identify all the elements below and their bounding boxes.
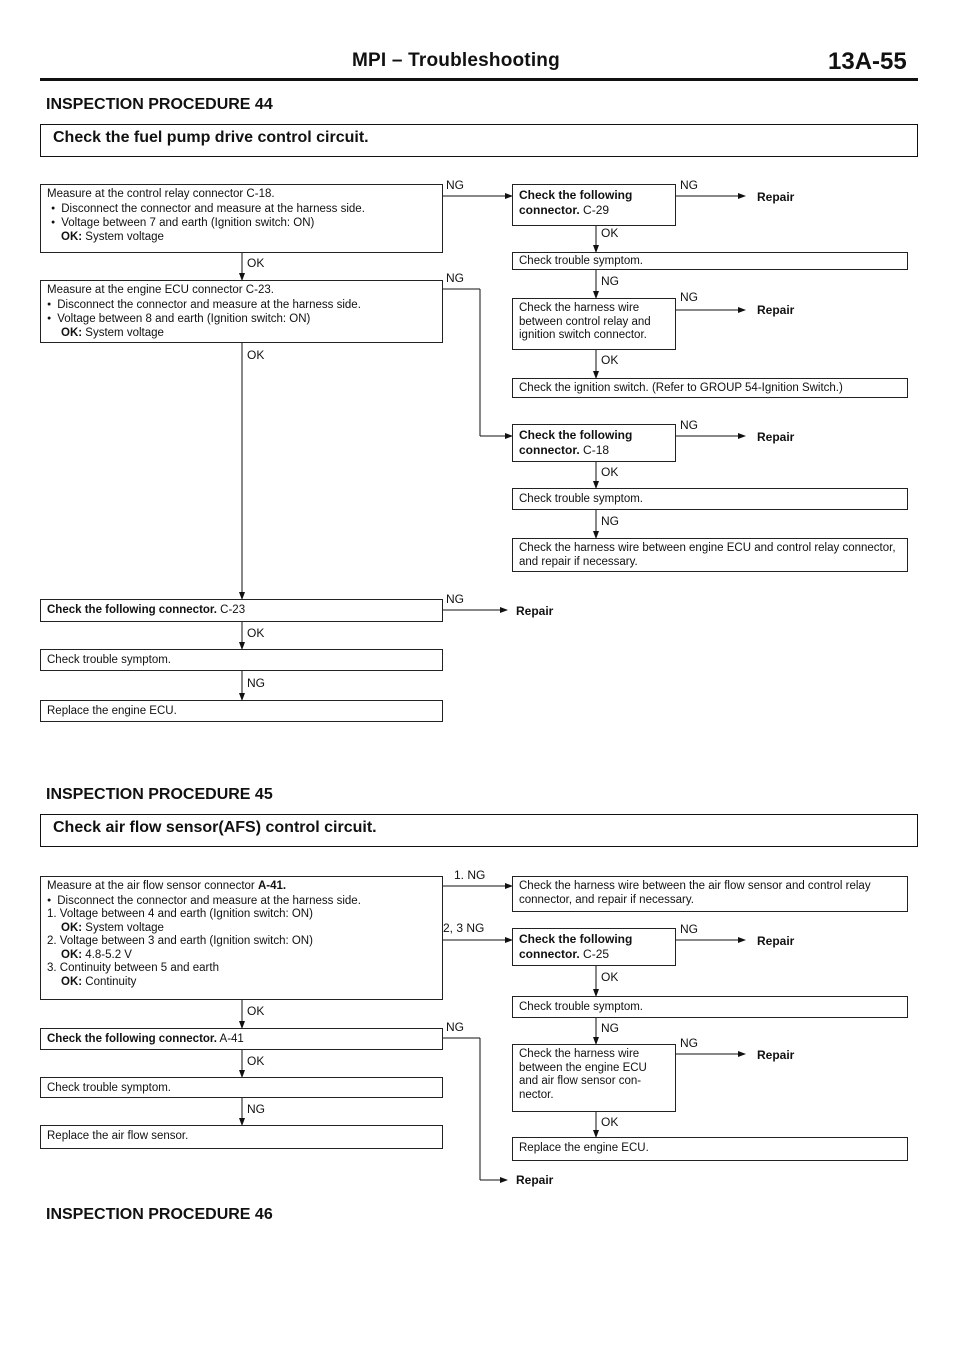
- ng-label: NG: [446, 592, 464, 606]
- p45-r4: Check the harness wire between the engine ECU and air flow sensor con-nector.: [512, 1044, 676, 1112]
- p44-box1-ok: System voltage: [85, 230, 164, 243]
- ng-label: NG: [247, 676, 265, 690]
- ok-label: OK:: [61, 326, 83, 339]
- p45-r2: [512, 928, 676, 966]
- repair-label: Repair: [757, 1048, 795, 1062]
- p44-r5: [512, 424, 676, 462]
- p44-r1: [512, 184, 676, 226]
- p45-box1: [40, 876, 443, 1000]
- ng-label: NG: [680, 922, 698, 936]
- repair-label: Repair: [757, 190, 795, 204]
- ok-label: OK: [601, 353, 619, 367]
- p45-r2-code: C-25: [583, 947, 610, 961]
- p45-banner: Check air flow sensor(AFS) control circuit.: [40, 814, 918, 847]
- ng-label: NG: [680, 1036, 698, 1050]
- ng-label: NG: [446, 271, 464, 285]
- p44-r2: Check trouble symptom.: [512, 252, 908, 270]
- ng-label: NG: [601, 1021, 619, 1035]
- p44-r1-code: C-29: [583, 203, 610, 217]
- ok-label: OK: [247, 256, 265, 270]
- repair-label: Repair: [516, 604, 554, 618]
- p44-box1-l3: Voltage between 7 and earth (Ignition switch: ON): [61, 217, 315, 229]
- p45-box1-l5: 3. Continuity between 5 and earth: [47, 962, 219, 974]
- p44-r6: Check trouble symptom.: [512, 488, 908, 510]
- ng-label: NG: [446, 1020, 464, 1034]
- ok-label: OK:: [61, 230, 83, 243]
- p44-r7: Check the harness wire between engine ECU and control relay connector, and repair if necessary.: [512, 538, 908, 572]
- p44-box2: [40, 280, 443, 343]
- ok-label: OK: [247, 1054, 265, 1068]
- p45-r2-bold: Check the following connector.: [519, 932, 633, 961]
- ng-label: NG: [680, 178, 698, 192]
- p44-box2-l3: Voltage between 8 and earth (Ignition switch: ON): [57, 313, 311, 325]
- page-number: 13A-55: [828, 48, 907, 75]
- p45-box1-ok2: 4.8-5.2 V: [85, 948, 132, 961]
- p45-b4: Replace the air flow sensor.: [40, 1125, 443, 1149]
- p44-r3: Check the harness wire between control relay and ignition switch connector.: [512, 298, 676, 350]
- p44-r1-bold: Check the following connector.: [519, 188, 633, 217]
- ok-label: OK: [247, 626, 265, 640]
- ok-label: OK: [601, 226, 619, 240]
- p45-box1-l4: 2. Voltage between 3 and earth (Ignition switch: ON): [47, 935, 313, 947]
- p44-r4: Check the ignition switch. (Refer to GROUP 54-Ignition Switch.): [512, 378, 908, 398]
- p44-banner: Check the fuel pump drive control circuit.: [40, 124, 918, 157]
- repair-label: Repair: [757, 934, 795, 948]
- ng-label: NG: [601, 514, 619, 528]
- p45-b2: [40, 1028, 443, 1050]
- p45-box1-ok3: Continuity: [85, 975, 137, 988]
- p44-box1-l1: Measure at the control relay connector C-18.: [47, 188, 275, 200]
- ng-label: NG: [601, 274, 619, 288]
- ok-label: OK: [601, 970, 619, 984]
- p44-box2-ok: System voltage: [85, 326, 164, 339]
- p45-box1-l3: 1. Voltage between 4 and earth (Ignition switch: ON): [47, 908, 313, 920]
- p45-r3: Check trouble symptom.: [512, 996, 908, 1018]
- p45-heading: INSPECTION PROCEDURE 45: [46, 786, 273, 803]
- p44-box1-l2: Disconnect the connector and measure at the harness side.: [61, 202, 365, 215]
- page-header-title: MPI – Troubleshooting: [352, 50, 560, 71]
- repair-label: Repair: [757, 303, 795, 317]
- p44-box2-l1: Measure at the engine ECU connector C-23.: [47, 284, 274, 296]
- ok-label: OK:: [61, 975, 83, 988]
- ok-label: OK: [247, 348, 265, 362]
- ng-label: NG: [247, 1102, 265, 1116]
- repair-label: Repair: [516, 1173, 554, 1187]
- ng1-label: 1. NG: [454, 868, 486, 882]
- p45-box1-l1b: A-41.: [257, 880, 287, 892]
- ok-label: OK: [247, 1004, 265, 1018]
- ok-label: OK: [601, 465, 619, 479]
- p44-box1: [40, 184, 443, 253]
- p44-b3-code: C-23: [220, 604, 246, 616]
- ng23-label: 2, 3 NG: [443, 921, 485, 935]
- p44-r5-code: C-18: [583, 443, 610, 457]
- p45-b2-bold: Check the following connector.: [47, 1033, 217, 1045]
- ok-label: OK: [601, 1115, 619, 1129]
- p45-b2-code: A-41: [219, 1033, 244, 1045]
- ok-label: OK:: [61, 948, 83, 961]
- p45-r1: Check the harness wire between the air flow sensor and control relay connector, and repair if necessary.: [512, 876, 908, 912]
- ng-label: NG: [680, 290, 698, 304]
- p44-b3: [40, 599, 443, 622]
- repair-label: Repair: [757, 430, 795, 444]
- p45-b3: Check trouble symptom.: [40, 1077, 443, 1098]
- p45-r5: Replace the engine ECU.: [512, 1137, 908, 1161]
- p45-box1-l1a: Measure at the air flow sensor connector: [47, 880, 255, 892]
- ng-label: NG: [446, 178, 464, 192]
- ok-label: OK:: [61, 921, 83, 934]
- p45-box1-ok1: System voltage: [85, 921, 164, 934]
- p46-heading: INSPECTION PROCEDURE 46: [46, 1206, 273, 1223]
- p44-heading: INSPECTION PROCEDURE 44: [46, 96, 273, 113]
- p44-b4: Check trouble symptom.: [40, 649, 443, 671]
- p44-b5: Replace the engine ECU.: [40, 700, 443, 722]
- p44-box2-l2: Disconnect the connector and measure at the harness side.: [57, 298, 361, 311]
- p45-box1-l2: Disconnect the connector and measure at the harness side.: [57, 894, 361, 907]
- ng-label: NG: [680, 418, 698, 432]
- p44-r5-bold: Check the following connector.: [519, 428, 633, 457]
- p44-b3-bold: Check the following connector.: [47, 604, 217, 616]
